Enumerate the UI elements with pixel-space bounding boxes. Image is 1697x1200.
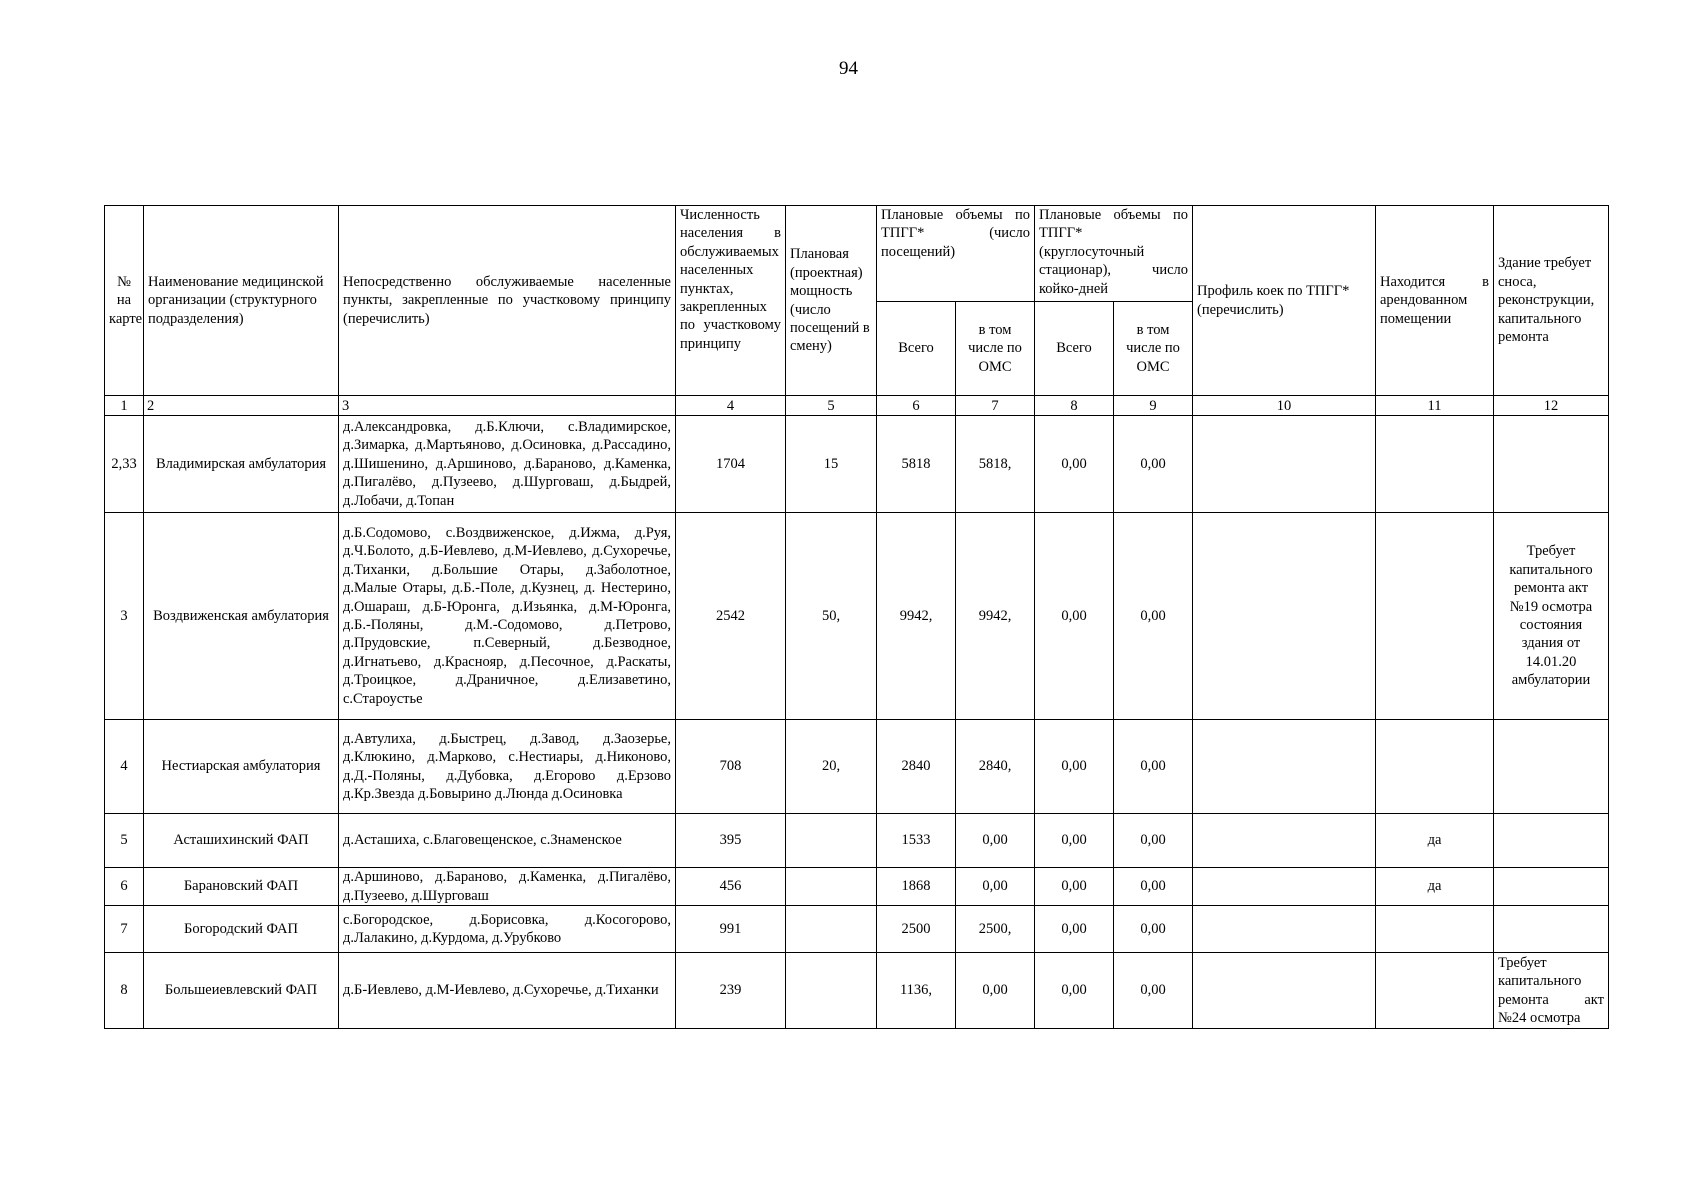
beds-total-cell: 0,00 xyxy=(1035,953,1114,1029)
settlements-cell: д.Б-Иевлево, д.М-Иевлево, д.Сухоречье, д.Тиханки xyxy=(339,953,676,1029)
beds-total-cell: 0,00 xyxy=(1035,416,1114,513)
beds-oms-cell: 0,00 xyxy=(1114,868,1193,906)
beds-oms-cell: 0,00 xyxy=(1114,906,1193,953)
visits-total-cell: 1868 xyxy=(877,868,956,906)
capacity-cell xyxy=(786,906,877,953)
beds-total-cell: 0,00 xyxy=(1035,513,1114,720)
rented-cell: да xyxy=(1376,868,1494,906)
bed-profile-cell xyxy=(1193,953,1376,1029)
header-bed-profile: Профиль коек по ТПГГ* (перечислить) xyxy=(1193,206,1376,396)
rented-cell xyxy=(1376,513,1494,720)
settlements-cell: д.Александровка, д.Б.Ключи, с.Владимирское, д.Зимарка, д.Мартьяново, д.Осиновка, д.Рассадино, д.Шишенино, д.Аршиново, д.Бараново, д.Каменка, д.Пигалёво, д.Пузеево, д.Шурговаш, д.Быдрей, д.Лобачи, д.Топан xyxy=(339,416,676,513)
header-settlements: Непосредственно обслуживаемые населенные пункты, закрепленные по участковому принципу (перечислить) xyxy=(339,206,676,396)
column-number: 11 xyxy=(1376,396,1494,416)
beds-total-cell: 0,00 xyxy=(1035,868,1114,906)
map-number-cell: 8 xyxy=(105,953,144,1029)
bed-profile-cell xyxy=(1193,814,1376,868)
rented-cell: да xyxy=(1376,814,1494,868)
header-visits-total: Всего xyxy=(877,302,956,396)
header-building-condition: Здание требует сноса, реконструкции, капитального ремонта xyxy=(1494,206,1609,396)
beds-oms-cell: 0,00 xyxy=(1114,720,1193,814)
beds-oms-cell: 0,00 xyxy=(1114,513,1193,720)
visits-total-cell: 1533 xyxy=(877,814,956,868)
settlements-cell: д.Аршиново, д.Бараново, д.Каменка, д.Пигалёво, д.Пузеево, д.Шурговаш xyxy=(339,868,676,906)
visits-oms-cell: 2840, xyxy=(956,720,1035,814)
bed-profile-cell xyxy=(1193,720,1376,814)
bed-profile-cell xyxy=(1193,906,1376,953)
column-number: 2 xyxy=(144,396,339,416)
rented-cell xyxy=(1376,720,1494,814)
population-cell: 991 xyxy=(676,906,786,953)
rented-cell xyxy=(1376,416,1494,513)
visits-oms-cell: 9942, xyxy=(956,513,1035,720)
header-capacity: Плановая (проектная) мощность (число посещений в смену) xyxy=(786,206,877,396)
column-number: 5 xyxy=(786,396,877,416)
page-number: 94 xyxy=(839,58,858,79)
header-population: Численность населения в обслуживаемых населенных пунктах, закрепленных по участковому принципу xyxy=(676,206,786,396)
population-cell: 708 xyxy=(676,720,786,814)
settlements-cell: д.Асташиха, с.Благовещенское, с.Знаменское xyxy=(339,814,676,868)
organization-name-cell: Асташихинский ФАП xyxy=(144,814,339,868)
column-number: 3 xyxy=(339,396,676,416)
building-condition-cell xyxy=(1494,906,1609,953)
visits-total-cell: 5818 xyxy=(877,416,956,513)
capacity-cell: 15 xyxy=(786,416,877,513)
building-condition-cell: Требует капитального ремонта акт №19 осмотра состояния здания от 14.01.20 амбулатории xyxy=(1494,513,1609,720)
visits-total-cell: 2840 xyxy=(877,720,956,814)
header-map-number: № на карте xyxy=(105,206,144,396)
table-row xyxy=(105,868,1609,906)
organization-name-cell: Большеиевлевский ФАП xyxy=(144,953,339,1029)
capacity-cell xyxy=(786,814,877,868)
table-row xyxy=(105,906,1609,953)
organization-name-cell: Владимирская амбулатория xyxy=(144,416,339,513)
beds-oms-cell: 0,00 xyxy=(1114,416,1193,513)
capacity-cell: 50, xyxy=(786,513,877,720)
rented-cell xyxy=(1376,953,1494,1029)
map-number-cell: 7 xyxy=(105,906,144,953)
visits-total-cell: 1136, xyxy=(877,953,956,1029)
map-number-cell: 2,33 xyxy=(105,416,144,513)
column-number: 12 xyxy=(1494,396,1609,416)
bed-profile-cell xyxy=(1193,416,1376,513)
column-number: 7 xyxy=(956,396,1035,416)
building-condition-cell xyxy=(1494,814,1609,868)
table-row xyxy=(105,953,1609,1029)
column-number: 6 xyxy=(877,396,956,416)
building-condition-cell xyxy=(1494,868,1609,906)
capacity-cell xyxy=(786,953,877,1029)
table-row xyxy=(105,720,1609,814)
visits-oms-cell: 0,00 xyxy=(956,868,1035,906)
building-condition-cell xyxy=(1494,416,1609,513)
map-number-cell: 4 xyxy=(105,720,144,814)
header-beds-group: Плановые объемы по ТПГГ* (круглосуточный стационар), число койко-дней xyxy=(1035,206,1193,302)
bed-profile-cell xyxy=(1193,868,1376,906)
capacity-cell: 20, xyxy=(786,720,877,814)
column-number: 8 xyxy=(1035,396,1114,416)
building-condition-cell xyxy=(1494,720,1609,814)
column-number: 1 xyxy=(105,396,144,416)
population-cell: 456 xyxy=(676,868,786,906)
settlements-cell: с.Богородское, д.Борисовка, д.Косогорово, д.Лалакино, д.Курдома, д.Урубково xyxy=(339,906,676,953)
header-organization-name: Наименование медицинской организации (структурного подразделения) xyxy=(144,206,339,396)
map-number-cell: 6 xyxy=(105,868,144,906)
beds-total-cell: 0,00 xyxy=(1035,720,1114,814)
organization-name-cell: Воздвиженская амбулатория xyxy=(144,513,339,720)
visits-total-cell: 9942, xyxy=(877,513,956,720)
beds-oms-cell: 0,00 xyxy=(1114,814,1193,868)
population-cell: 239 xyxy=(676,953,786,1029)
table-row xyxy=(105,416,1609,513)
medical-organizations-table xyxy=(104,205,1609,1029)
organization-name-cell: Богородский ФАП xyxy=(144,906,339,953)
population-cell: 2542 xyxy=(676,513,786,720)
header-rented: Находится в арендованном помещении xyxy=(1376,206,1494,396)
visits-oms-cell: 0,00 xyxy=(956,953,1035,1029)
table-row xyxy=(105,513,1609,720)
beds-total-cell: 0,00 xyxy=(1035,814,1114,868)
header-beds-total: Всего xyxy=(1035,302,1114,396)
building-condition-cell: Требует капитального ремонта акт №24 осмотра xyxy=(1494,953,1609,1029)
bed-profile-cell xyxy=(1193,513,1376,720)
settlements-cell: д.Автулиха, д.Быстрец, д.Завод, д.Заозерье, д.Клюкино, д.Марково, с.Нестиары, д.Никоново, д.Д.-Поляны, д.Дубовка, д.Егорово д.Ерзово д.Кр.Звезда д.Бовырино д.Люнда д.Осиновка xyxy=(339,720,676,814)
beds-total-cell: 0,00 xyxy=(1035,906,1114,953)
organization-name-cell: Нестиарская амбулатория xyxy=(144,720,339,814)
header-beds-oms: в том числе по ОМС xyxy=(1114,302,1193,396)
table-row xyxy=(105,814,1609,868)
column-number: 10 xyxy=(1193,396,1376,416)
column-number: 4 xyxy=(676,396,786,416)
map-number-cell: 3 xyxy=(105,513,144,720)
visits-oms-cell: 0,00 xyxy=(956,814,1035,868)
organization-name-cell: Барановский ФАП xyxy=(144,868,339,906)
map-number-cell: 5 xyxy=(105,814,144,868)
header-visits-oms: в том числе по ОМС xyxy=(956,302,1035,396)
column-number: 9 xyxy=(1114,396,1193,416)
settlements-cell: д.Б.Содомово, с.Воздвиженское, д.Ижма, д.Руя, д.Ч.Болото, д.Б-Иевлево, д.М-Иевлево, д.Сухоречье, д.Тиханки, д.Большие Отары, д.Заболотное, д.Малые Отары, д.Б.-Поле, д.Кузнец, д. Нестерино, д.Ошараш, д.Б-Юронга, д.Изьянка, д.М-Юронга, д.Б.-Поляны, д.М.-Содомово, д.Петрово, д.Прудовские, п.Северный, д.Безводное, д.Игнатьево, д.Краснояр, д.Песочное, д.Раскаты, д.Троицкое, д.Драничное, д.Елизаветино, с.Староустье xyxy=(339,513,676,720)
visits-oms-cell: 5818, xyxy=(956,416,1035,513)
visits-oms-cell: 2500, xyxy=(956,906,1035,953)
rented-cell xyxy=(1376,906,1494,953)
column-numbers-row xyxy=(105,396,1609,416)
header-visits-group: Плановые объемы по ТПГГ* (число посещений) xyxy=(877,206,1035,302)
visits-total-cell: 2500 xyxy=(877,906,956,953)
capacity-cell xyxy=(786,868,877,906)
beds-oms-cell: 0,00 xyxy=(1114,953,1193,1029)
population-cell: 1704 xyxy=(676,416,786,513)
population-cell: 395 xyxy=(676,814,786,868)
